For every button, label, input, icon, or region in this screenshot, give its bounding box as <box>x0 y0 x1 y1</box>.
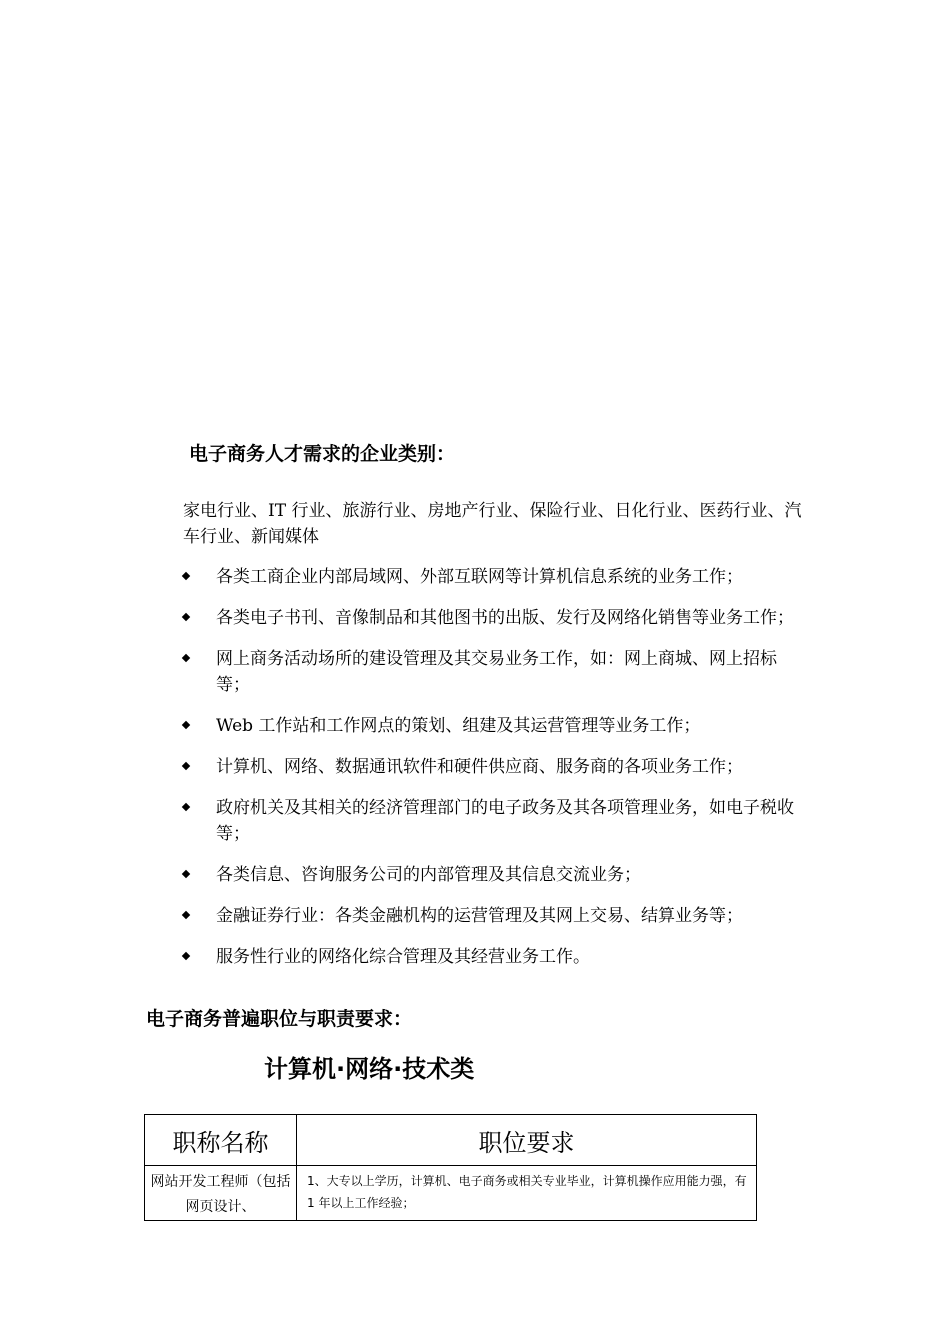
diamond-bullet-icon <box>182 613 190 621</box>
diamond-bullet-icon <box>182 870 190 878</box>
diamond-bullet-icon <box>182 952 190 960</box>
table-header-row <box>145 1115 757 1166</box>
category-title: 计算机·网络·技术类 <box>264 1055 475 1083</box>
list-item: 网上商务活动场所的建设管理及其交易业务工作，如：网上商城、网上招标等； <box>183 646 808 698</box>
diamond-bullet-icon <box>182 721 190 729</box>
list-item: Web 工作站和工作网点的策划、组建及其运营管理等业务工作； <box>183 713 808 739</box>
diamond-bullet-icon <box>182 762 190 770</box>
table-row <box>145 1166 757 1221</box>
diamond-bullet-icon <box>182 654 190 662</box>
section-title-positions: 电子商务普遍职位与职责要求： <box>146 1008 413 1030</box>
diamond-bullet-icon <box>182 911 190 919</box>
list-item: 各类工商企业内部局域网、外部互联网等计算机信息系统的业务工作； <box>183 564 808 590</box>
diamond-bullet-icon <box>182 572 190 580</box>
list-item: 各类电子书刊、音像制品和其他图书的出版、发行及网络化销售等业务工作； <box>183 605 808 631</box>
header-requirement: 职位要求 <box>297 1115 757 1166</box>
list-item: 计算机、网络、数据通讯软件和硬件供应商、服务商的各项业务工作； <box>183 754 808 780</box>
diamond-bullet-icon <box>182 803 190 811</box>
list-item: 各类信息、咨询服务公司的内部管理及其信息交流业务； <box>183 862 808 888</box>
list-item: 政府机关及其相关的经济管理部门的电子政务及其各项管理业务，如电子税收等； <box>183 795 808 847</box>
job-requirements-table <box>144 1114 757 1221</box>
section-title-enterprise-types: 电子商务人才需求的企业类别： <box>189 443 456 465</box>
enterprise-bullet-list <box>183 564 808 985</box>
list-item: 服务性行业的网络化综合管理及其经营业务工作。 <box>183 944 808 970</box>
header-title: 职称名称 <box>145 1115 297 1166</box>
industry-intro-paragraph: 家电行业、IT 行业、旅游行业、房地产行业、保险行业、日化行业、医药行业、汽车行业、新闻媒体 <box>183 501 802 547</box>
list-item: 金融证券行业：各类金融机构的运营管理及其网上交易、结算业务等； <box>183 903 808 929</box>
job-requirement-cell: 1、大专以上学历，计算机、电子商务或相关专业毕业，计算机操作应用能力强，有 1 年以上工作经验； <box>297 1166 757 1221</box>
job-title-cell: 网站开发工程师（包括网页设计、 <box>145 1166 297 1221</box>
